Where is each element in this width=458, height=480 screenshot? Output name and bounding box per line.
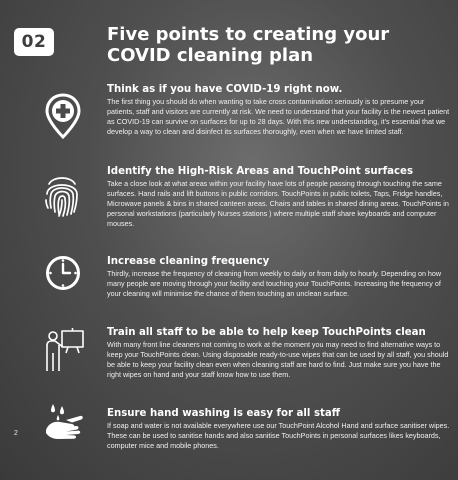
section-body: If soap and water is not available everywhere use our TouchPoint Alcohol Hand and surface sanitiser wipes. These can be used to sanitise hands and also sanitise TouchPoints in personal surfaces likes keyboards, computer mice and mobile phones. [107,421,450,451]
page-title-line-2: COVID cleaning plan [107,45,314,66]
section-high-risk-areas [107,166,452,229]
section-number-badge: 02 [14,28,54,56]
section-heading: Increase cleaning frequency [107,256,270,267]
section-think-covid [107,84,452,137]
hand-washing-icon [42,402,86,442]
section-body: With many front line cleaners not coming to work at the moment you may need to find alternative ways to keep your TouchPoints clean. Using disposable ready-to-use wipes that can be used by all staff, you should be able to keep your facility clean even when cleaning staff are hard to find. Just make sure you have the right wipes on hand and your staff know how to use them. [107,340,449,380]
fingerprint-icon [43,170,81,218]
section-heading: Ensure hand washing is easy for all staff [107,408,341,419]
presenter-board-icon [44,327,86,373]
section-heading: Think as if you have COVID-19 right now. [107,84,343,95]
section-body: Take a close look at what areas within your facility have lots of people passing through touching the same surfaces. Hand rails and lift buttons in public corridors. TouchPoints in public toilets, Taps, Fridge handles, Microwave panels & bins in shared canteen areas. Chairs and tables in shared dining areas. TouchPoints in personal workstations (particularly Nurses stations ) where multiple staff share keyboards and computer mouses. [107,179,449,229]
page-title-line-1: Five points to creating your [107,24,390,45]
section-hand-washing [107,408,452,451]
section-cleaning-frequency [107,256,452,299]
page-title [107,24,447,66]
clock-icon [45,255,81,291]
section-heading: Identify the High-Risk Areas and TouchPoint surfaces [107,166,414,177]
section-body: The first thing you should do when wanting to take cross contamination seriously is to presume your patients, staff and visitors are currently at risk. We need to understand that your facility is the newest patient as COVID-19 can survive on surfaces for up to 28 days. With this new understanding, it's essential that we develop a way to clean and disinfect its surfaces thoroughly, even when we have limited staff. [107,97,450,137]
medical-cross-location-pin-icon [44,93,82,139]
section-heading: Train all staff to be able to help keep TouchPoints clean [107,327,426,338]
section-train-staff [107,327,452,380]
page-number: 2 [14,430,18,437]
section-body: Thirdly, increase the frequency of cleaning from weekly to daily or from daily to hourly. Depending on how many people are moving through your facility and touching your TouchPoints. Increasing the frequency of your cleaning will minimise the chance of them touching an unclean surface. [107,269,442,299]
